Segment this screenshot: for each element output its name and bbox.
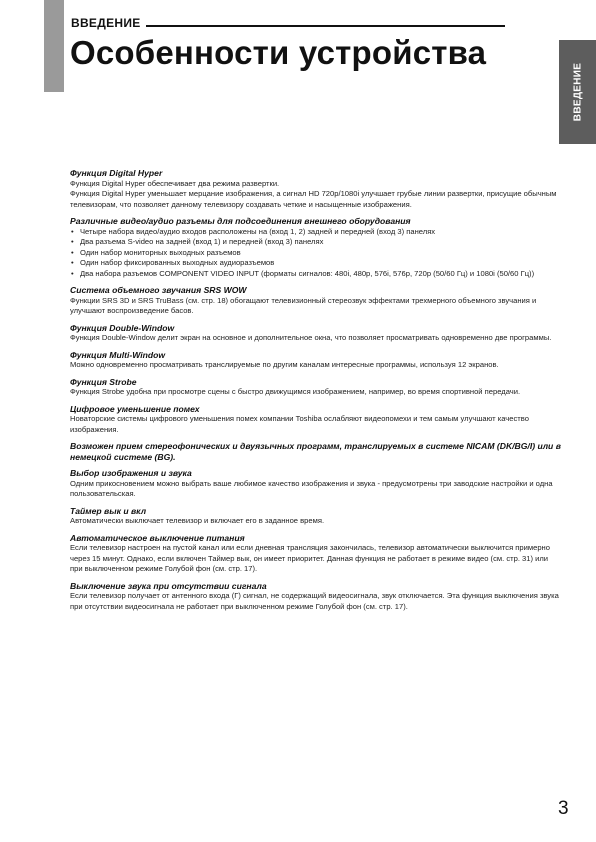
feature-heading: Функция Double-Window: [70, 322, 175, 333]
bullet-item: • Два набора разъемов COMPONENT VIDEO INPUT (форматы сигналов: 480i, 480p, 576i, 576p, 720p (50/60 Гц) и 1080i (50/60 Гц)): [70, 269, 562, 280]
section-label: ВВЕДЕНИЕ: [71, 16, 141, 30]
feature-description: Автоматически выключает телевизор и включает его в заданное время.: [70, 516, 325, 525]
feature-heading: Выключение звука при отсутствии сигнала: [70, 580, 267, 591]
side-section-tab: [559, 40, 596, 144]
feature-description: Если телевизор настроен на пустой канал или если дневная трансляция закончилась, телевизор автоматически выключится примерно через 15 минут. Однако, если включен Таймер вык, он имеет приоритет. Данная функция не работает в режиме видео (см. стр. 31) или при выключенном режиме Голубой фон (см. стр. 17).: [70, 543, 550, 573]
feature-section: [70, 168, 562, 210]
feature-description: Функция Double-Window делит экран на основное и дополнительное окна, что позволяет просматривать одновременно две программы.: [70, 333, 552, 342]
feature-heading: Цифровое уменьшение помех: [70, 403, 200, 414]
bullet-item: • Четыре набора видео/аудио входов расположены на (вход 1, 2) задней и передней (вход 3) панелях: [70, 227, 562, 238]
page-title: Особенности устройства: [70, 34, 487, 71]
feature-description: Функции SRS 3D и SRS TruBass (см. стр. 18) обогащают телевизионный стереозвук эффектами трехмерного объемного звучания и улучшают воспроизведение басов.: [70, 295, 537, 315]
feature-section: [70, 441, 562, 462]
feature-section: [70, 285, 562, 317]
feature-section: [70, 350, 562, 371]
bullet-item: • Один набор фиксированных выходных аудиоразъемов: [70, 258, 562, 269]
feature-section: [70, 323, 562, 344]
feature-description: Одним прикосновением можно выбрать ваше любимое качество изображения и звука - предусмотрены три заводские настройки и одна пользовательская.: [70, 478, 553, 498]
feature-description: Если телевизор получает от антенного входа (Г) сигнал, не содержащий видеосигнала, звук отключается. Эта функция выключения звука при отсутствии видеосигнала не работает при выключенном режиме Голубой фон (см. стр. 17).: [70, 591, 559, 611]
features-content: [70, 168, 562, 618]
feature-heading: Выбор изображения и звука: [70, 468, 192, 478]
feature-heading: Функция Digital Hyper: [70, 168, 163, 178]
feature-section: [70, 533, 562, 575]
feature-section: [70, 581, 562, 613]
feature-description: Можно одновременно просматривать транслируемые по другим каналам интересные программы, используя 12 экранов.: [70, 360, 499, 369]
feature-heading: Автоматическое выключение питания: [70, 532, 245, 543]
feature-heading: Различные видео/аудио разъемы для подсоединения внешнего оборудования: [70, 216, 411, 226]
bullet-item: • Один набор мониторных выходных разъемов: [70, 248, 562, 259]
feature-heading: Возможен прием стереофонических и двуязычных программ, транслируемых в системе NICAM (DK/BG/I) или в немецкой системе (BG).: [70, 441, 561, 462]
side-tab-label: ВВЕДЕНИЕ: [572, 62, 583, 122]
feature-description: Функция Strobe удобна при просмотре сцены с быстро движущимся изображением, например, во время спортивной передачи.: [70, 387, 521, 396]
section-rule: [146, 25, 505, 27]
feature-section: [70, 468, 562, 500]
feature-heading: Система объемного звучания SRS WOW: [70, 285, 247, 295]
feature-bullet-list: [70, 227, 562, 280]
feature-heading: Таймер вык и вкл: [70, 505, 147, 516]
left-accent-bar: [44, 0, 64, 92]
feature-description: Новаторские системы цифрового уменьшения помех компании Toshiba ослабляют видеопомехи и тем самым улучшают качество изображения.: [70, 414, 529, 434]
feature-section: [70, 506, 562, 527]
bullet-item: • Два разъема S-video на задней (вход 1) и передней (вход 3) панелях: [70, 237, 562, 248]
page-number: 3: [558, 798, 569, 819]
feature-heading: Функция Strobe: [70, 376, 137, 387]
feature-heading: Функция Multi-Window: [70, 349, 166, 360]
feature-section: [70, 216, 562, 279]
feature-section: [70, 377, 562, 398]
feature-description: Функция Digital Hyper уменьшает мерцание изображения, а сигнал HD 720p/1080i улучшает грубые линии развертки, присущие обычным телевизорам, что позволяет данному телевизору создавать четкие и насыщенные изображения.: [70, 189, 557, 209]
feature-description: Функция Digital Hyper обеспечивает два режима развертки.: [70, 178, 280, 188]
feature-section: [70, 404, 562, 436]
